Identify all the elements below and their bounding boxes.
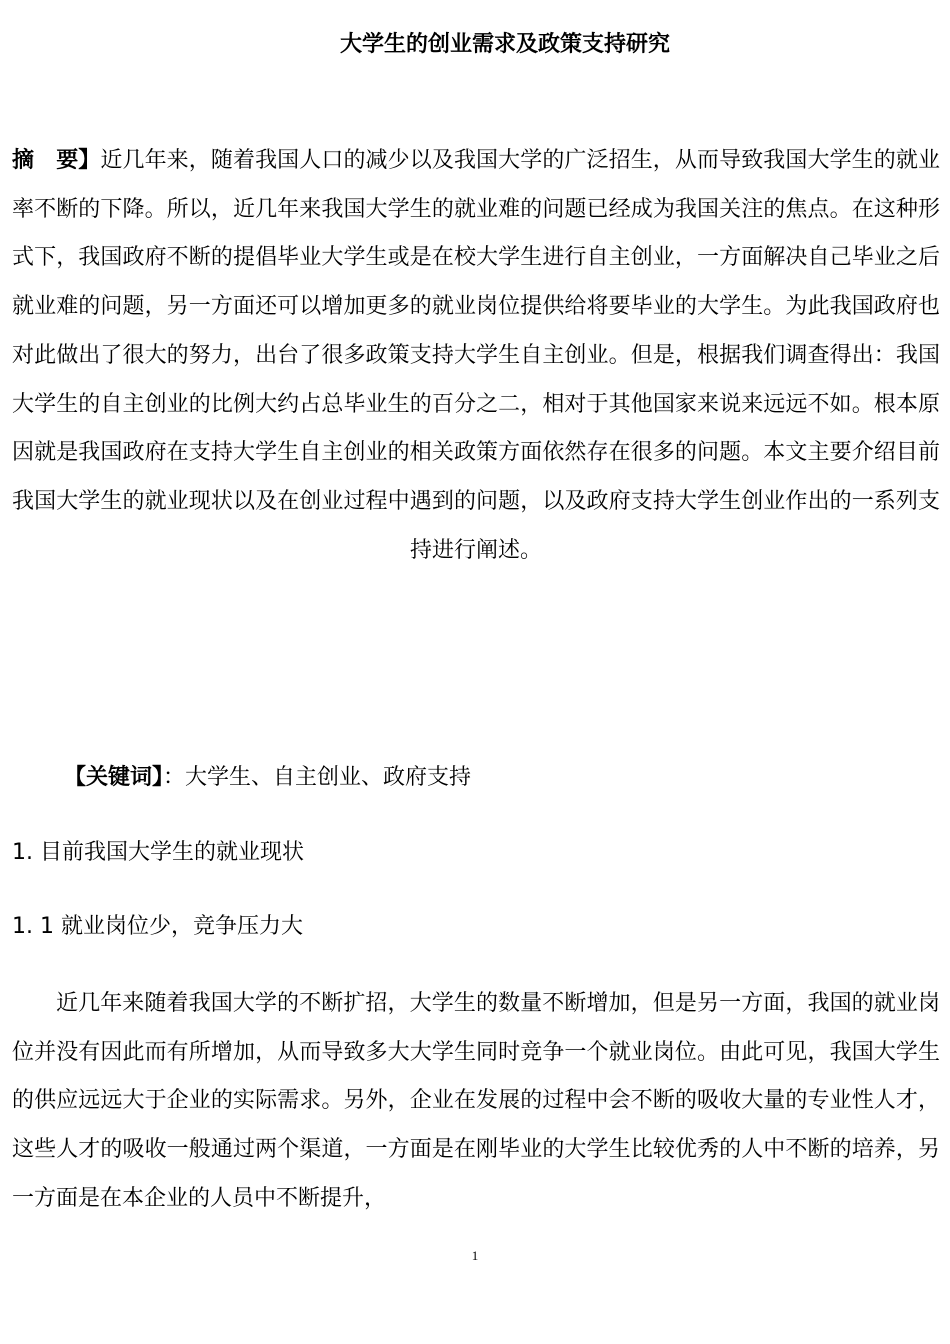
- document-title: 大学生的创业需求及政策支持研究: [339, 32, 670, 57]
- section-heading: 1. 目前我国大学生的就业现状: [12, 840, 304, 865]
- keywords-label: 【关键词】: [64, 765, 164, 790]
- keywords-text: 大学生、自主创业、政府支持: [185, 765, 472, 790]
- page-number: 1: [471, 1248, 479, 1263]
- keywords-separator: ：: [163, 765, 186, 790]
- abstract-paragraph: [12, 137, 940, 575]
- abstract-label: 摘 要】: [12, 148, 101, 173]
- body-paragraph: 近几年来随着我国大学的不断扩招，大学生的数量不断增加，但是另一方面，我国的就业岗位并没有因此而有所增加，从而导致多大大学生同时竞争一个就业岗位。由此可见，我国大学生的供应远远大于企业的实际需求。另外，企业在发展的过程中会不断的吸收大量的专业性人才，这些人才的吸收一般通过两个渠道，一方面是在刚毕业的大学生比较优秀的人中不断的培养，另一方面是在本企业的人员中不断提升，: [12, 991, 940, 1211]
- subsection-heading: 1. 1 就业岗位少，竞争压力大: [12, 914, 303, 939]
- keywords-line: [64, 760, 924, 796]
- abstract-text: 近几年来，随着我国人口的减少以及我国大学的广泛招生，从而导致我国大学生的就业率不断的下降。所以，近几年来我国大学生的就业难的问题已经成为我国关注的焦点。在这种形式下，我国政府不断的提倡毕业大学生或是在校大学生进行自主创业，一方面解决自己毕业之后就业难的问题，另一方面还可以增加更多的就业岗位提供给将要毕业的大学生。为此我国政府也对此做出了很大的努力，出台了很多政策支持大学生自主创业。但是，根据我们调查得出：我国大学生的自主创业的比例大约占总毕业生的百分之二，相对于其他国家来说来远远不如。根本原因就是我国政府在支持大学生自主创业的相关政策方面依然存在很多的问题。本文主要介绍目前我国大学生的就业现状以及在创业过程中遇到的问题，以及政府支持大学生创业作出的一系列支持进行阐述。: [12, 148, 940, 563]
